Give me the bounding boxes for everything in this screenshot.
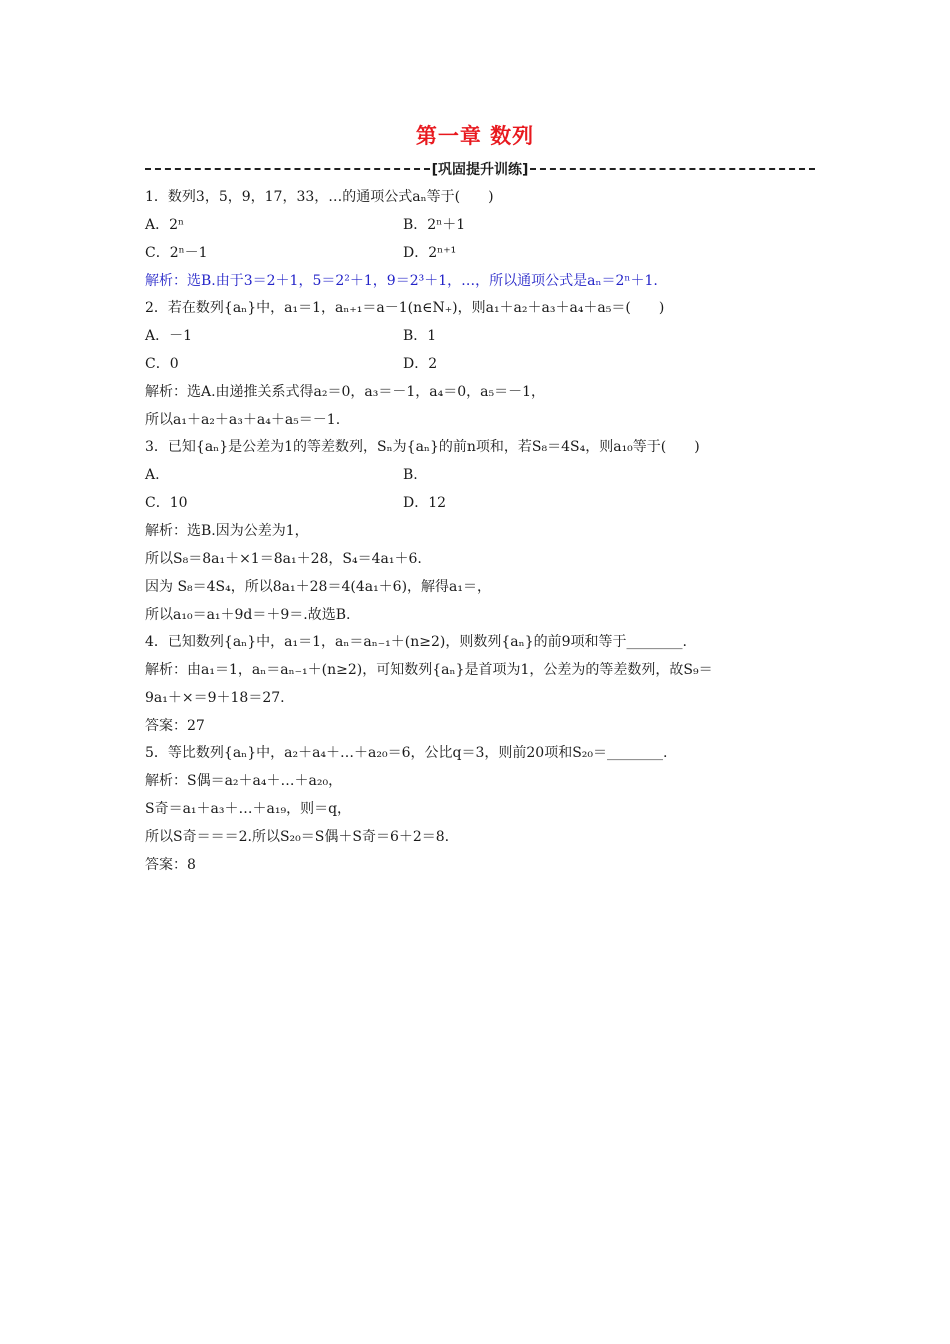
problem-1-option-b: B．2ⁿ＋1	[403, 217, 466, 233]
problem-2-question: 2．若在数列{aₙ}中，a₁＝1，aₙ₊₁＝a－1(n∈N₊)，则a₁＋a₂＋a₃＋a₄＋a₅＝( )	[145, 300, 665, 316]
problem-3-analysis-line-4: 所以a₁₀＝a₁＋9d＝＋9＝.故选B.	[145, 607, 351, 623]
problem-1-option-c: C．2ⁿ－1	[145, 245, 208, 261]
dashed-rule-left	[145, 168, 430, 170]
problem-2-option-d: D．2	[403, 356, 438, 372]
problem-3-question: 3．已知{aₙ}是公差为1的等差数列，Sₙ为{aₙ}的前n项和，若S₈＝4S₄，则a₁₀等于( )	[145, 439, 700, 455]
problem-3-analysis-line-1: 解析：选B.因为公差为1，	[145, 523, 309, 539]
section-divider	[145, 160, 815, 178]
problem-5-analysis-line-3: 所以S奇＝＝＝2.所以S₂₀＝S偶＋S奇＝6＋2＝8.	[145, 829, 450, 845]
problem-4-question: 4．已知数列{aₙ}中，a₁＝1，aₙ＝aₙ₋₁＋(n≥2)，则数列{aₙ}的前9项和等于________.	[145, 634, 687, 650]
problem-1-question: 1．数列3，5，9，17，33，…的通项公式aₙ等于( )	[145, 189, 494, 205]
problem-3-option-b: B.	[403, 467, 418, 483]
problem-2-option-b: B．1	[403, 328, 437, 344]
problem-5-answer: 答案：8	[145, 857, 196, 873]
problem-5-analysis-line-2: S奇＝a₁＋a₃＋…＋a₁₉，则＝q，	[145, 801, 352, 817]
problem-2-analysis-line-2: 所以a₁＋a₂＋a₃＋a₄＋a₅＝－1.	[145, 412, 341, 428]
problem-1-option-a: A．2ⁿ	[145, 217, 185, 233]
problem-2-option-a: A．－1	[145, 328, 193, 344]
problem-4-analysis-line-1: 解析：由a₁＝1，aₙ＝aₙ₋₁＋(n≥2)，可知数列{aₙ}是首项为1，公差为的等差数列，故S₉＝	[145, 662, 713, 678]
problem-2-option-c: C．0	[145, 356, 179, 372]
problem-1-analysis: 解析：选B.由于3＝2＋1，5＝2²＋1，9＝2³＋1，…，所以通项公式是aₙ＝2ⁿ＋1.	[145, 273, 658, 289]
problem-3-option-c: C．10	[145, 495, 188, 511]
problem-3-analysis-line-3: 因为 S₈＝4S₄，所以8a₁＋28＝4(4a₁＋6)，解得a₁＝，	[145, 579, 492, 595]
problem-3-option-d: D．12	[403, 495, 447, 511]
problem-5-analysis-line-1: 解析：S偶＝a₂＋a₄＋…＋a₂₀，	[145, 773, 343, 789]
problem-5-question: 5．等比数列{aₙ}中，a₂＋a₄＋…＋a₂₀＝6，公比q＝3，则前20项和S₂₀＝________.	[145, 745, 668, 761]
chapter-title: 第一章 数列	[415, 124, 535, 148]
problem-4-answer: 答案：27	[145, 718, 205, 734]
section-label: [巩固提升训练]	[431, 162, 529, 178]
problem-2-analysis-line-1: 解析：选A.由递推关系式得a₂＝0，a₃＝－1，a₄＝0，a₅＝－1，	[145, 384, 546, 400]
dashed-rule-right	[530, 168, 815, 170]
problem-3-option-a: A.	[145, 467, 160, 483]
problem-4-analysis-line-2: 9a₁＋×＝9＋18＝27.	[145, 690, 285, 706]
problem-3-analysis-line-2: 所以S₈＝8a₁＋×1＝8a₁＋28，S₄＝4a₁＋6.	[145, 551, 422, 567]
problem-1-option-d: D．2ⁿ⁺¹	[403, 245, 457, 261]
